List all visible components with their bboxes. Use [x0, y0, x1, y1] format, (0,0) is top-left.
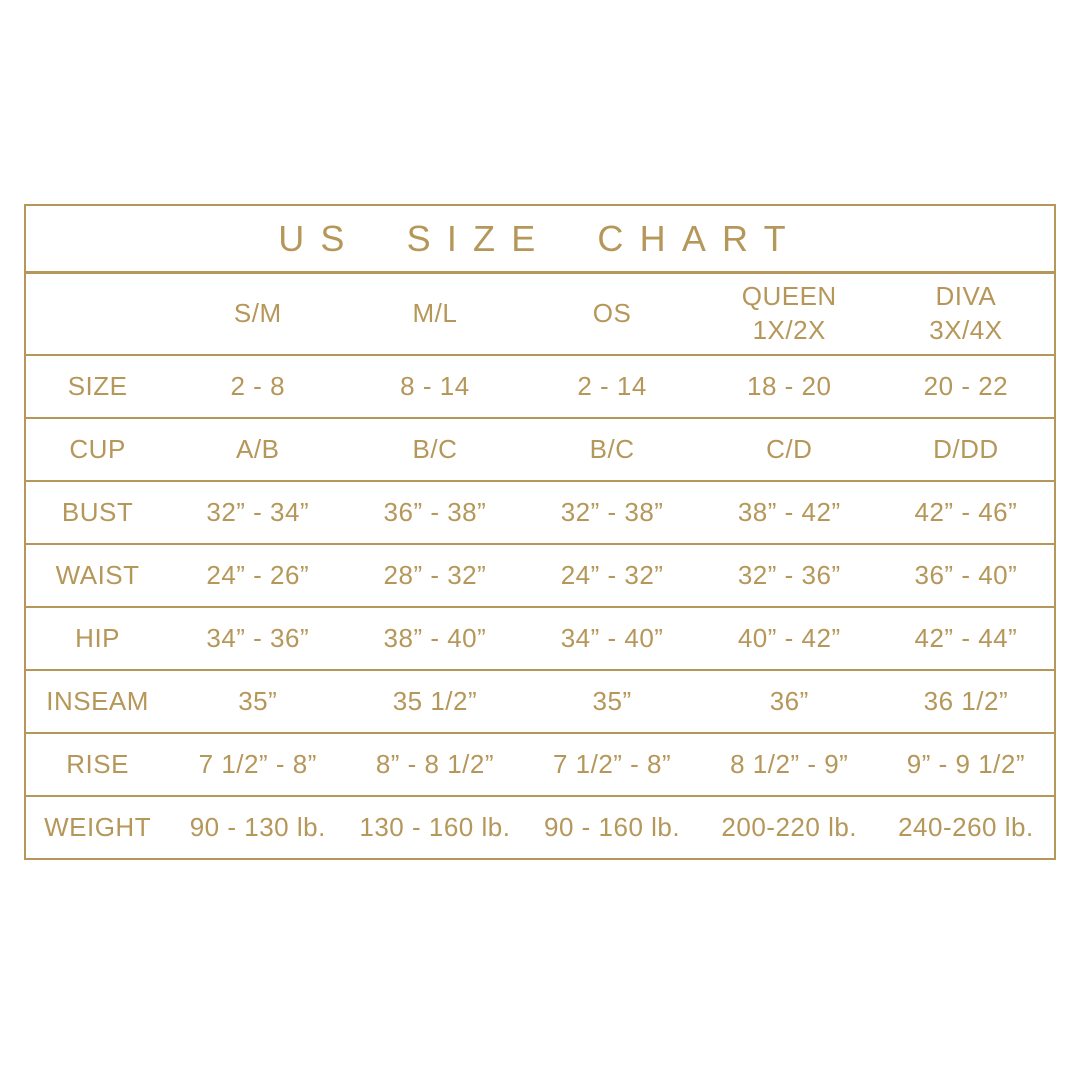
size-value: 130 - 160 lb.	[346, 796, 523, 859]
table-row-cup	[25, 418, 1055, 481]
column-header-sm	[169, 273, 346, 356]
size-value: 24” - 26”	[169, 544, 346, 607]
row-label: WEIGHT	[25, 796, 169, 859]
column-header-diva	[878, 273, 1055, 356]
size-value: 28” - 32”	[346, 544, 523, 607]
size-value: 8” - 8 1/2”	[346, 733, 523, 796]
size-value: 34” - 40”	[524, 607, 701, 670]
size-value: 36”	[701, 670, 878, 733]
size-value: 9” - 9 1/2”	[878, 733, 1055, 796]
size-value: 20 - 22	[878, 355, 1055, 418]
row-label: SIZE	[25, 355, 169, 418]
size-value: 90 - 130 lb.	[169, 796, 346, 859]
size-value: 34” - 36”	[169, 607, 346, 670]
table-row-hip	[25, 607, 1055, 670]
row-label: RISE	[25, 733, 169, 796]
size-value: 7 1/2” - 8”	[524, 733, 701, 796]
table-row-rise	[25, 733, 1055, 796]
column-header-empty	[25, 273, 169, 356]
size-value: 240-260 lb.	[878, 796, 1055, 859]
chart-title: US SIZE CHART	[25, 205, 1055, 273]
size-value: 32” - 36”	[701, 544, 878, 607]
column-header-sublabel: 1X/2X	[752, 315, 826, 345]
size-value: 36” - 38”	[346, 481, 523, 544]
column-header-label: OS	[592, 298, 632, 329]
size-value: 42” - 46”	[878, 481, 1055, 544]
size-value: 36” - 40”	[878, 544, 1055, 607]
size-value: 36 1/2”	[878, 670, 1055, 733]
header-row	[25, 273, 1055, 356]
column-header-label: M/L	[412, 298, 458, 329]
size-value: 8 - 14	[346, 355, 523, 418]
size-value: 18 - 20	[701, 355, 878, 418]
column-header-ml	[346, 273, 523, 356]
size-value: 90 - 160 lb.	[524, 796, 701, 859]
column-header-label: QUEEN	[741, 281, 837, 312]
size-value: 35 1/2”	[346, 670, 523, 733]
column-header-os	[524, 273, 701, 356]
table-row-bust	[25, 481, 1055, 544]
row-label: WAIST	[25, 544, 169, 607]
size-value: 35”	[169, 670, 346, 733]
row-label: BUST	[25, 481, 169, 544]
size-value: C/D	[701, 418, 878, 481]
row-label: INSEAM	[25, 670, 169, 733]
size-value: 24” - 32”	[524, 544, 701, 607]
size-value: 38” - 42”	[701, 481, 878, 544]
row-label: HIP	[25, 607, 169, 670]
size-value: 42” - 44”	[878, 607, 1055, 670]
column-header-sublabel: 3X/4X	[929, 315, 1003, 345]
size-value: 38” - 40”	[346, 607, 523, 670]
size-value: 40” - 42”	[701, 607, 878, 670]
size-value: 7 1/2” - 8”	[169, 733, 346, 796]
size-value: 8 1/2” - 9”	[701, 733, 878, 796]
size-value: D/DD	[878, 418, 1055, 481]
size-value: 32” - 34”	[169, 481, 346, 544]
size-value: 32” - 38”	[524, 481, 701, 544]
size-value: A/B	[169, 418, 346, 481]
table-row-waist	[25, 544, 1055, 607]
table-row-size	[25, 355, 1055, 418]
us-size-chart-table	[24, 204, 1056, 860]
size-value: 2 - 8	[169, 355, 346, 418]
column-header-label: DIVA	[935, 281, 997, 312]
size-value: B/C	[524, 418, 701, 481]
column-header-queen	[701, 273, 878, 356]
title-row	[25, 205, 1055, 273]
size-value: 2 - 14	[524, 355, 701, 418]
size-value: 200-220 lb.	[701, 796, 878, 859]
table-row-inseam	[25, 670, 1055, 733]
table-row-weight	[25, 796, 1055, 859]
column-header-label: S/M	[233, 298, 282, 329]
size-value: B/C	[346, 418, 523, 481]
size-value: 35”	[524, 670, 701, 733]
row-label: CUP	[25, 418, 169, 481]
